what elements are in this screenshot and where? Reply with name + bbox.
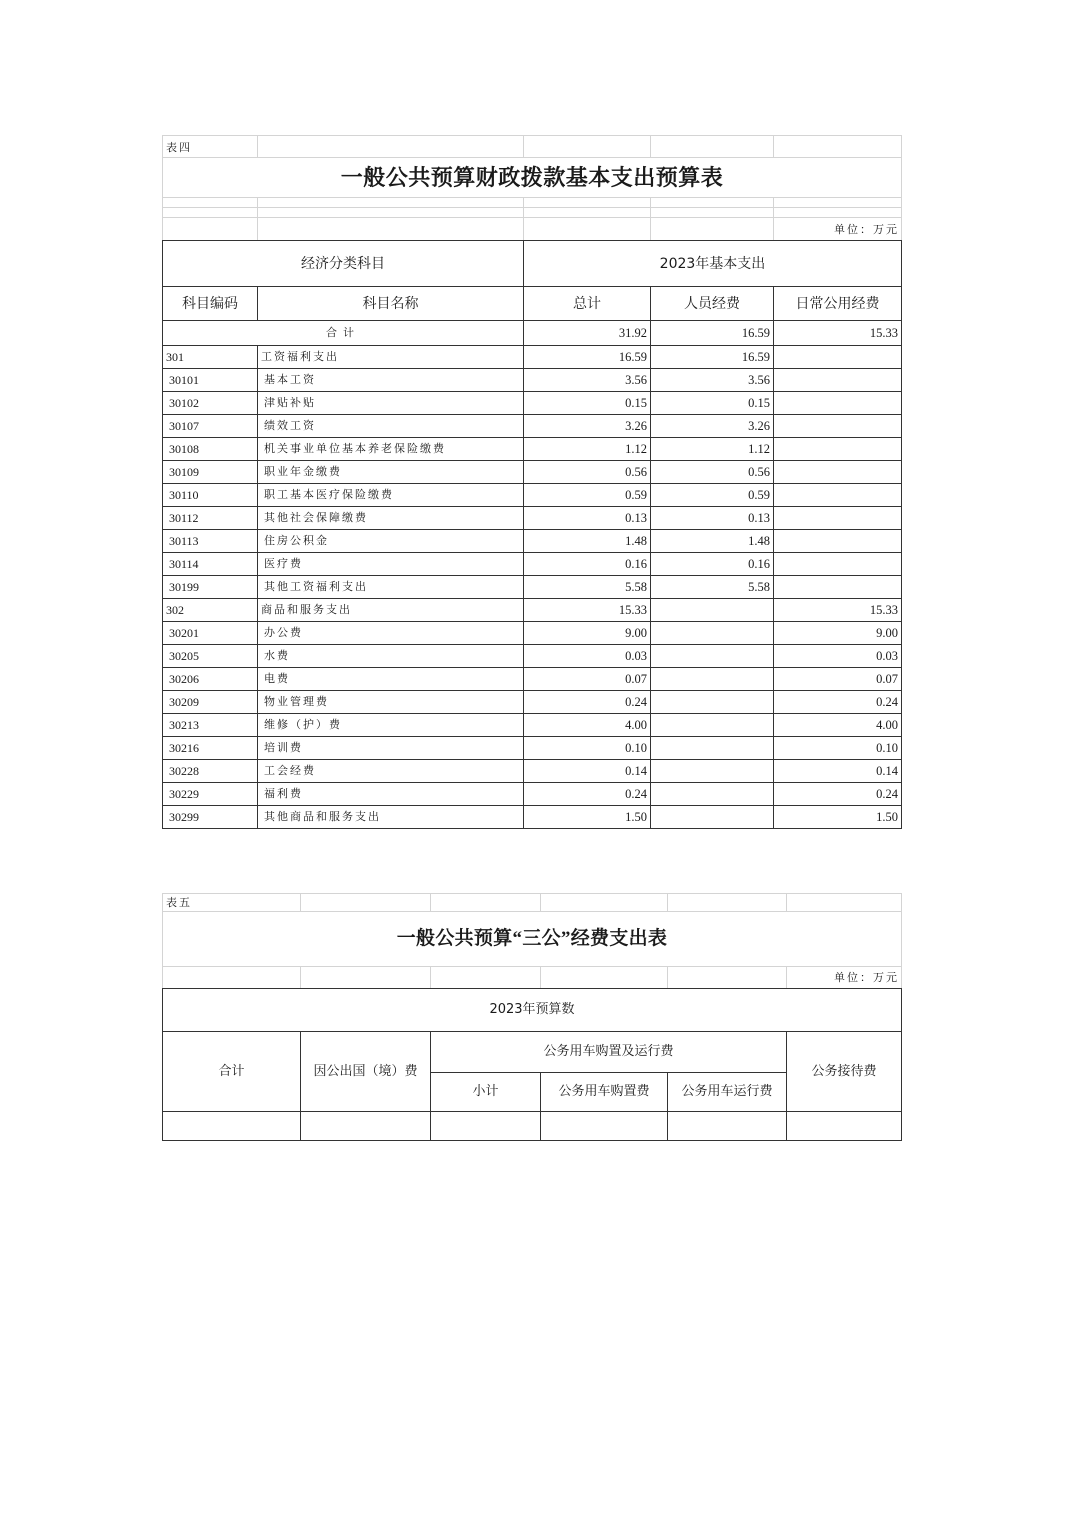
cell-personnel [651, 645, 774, 668]
cell-total: 3.56 [524, 369, 651, 392]
cell-total: 0.14 [524, 760, 651, 783]
table4-header [163, 241, 902, 346]
cell-personnel: 3.56 [651, 369, 774, 392]
header-vehicle-purchase: 公务用车购置费 [541, 1073, 668, 1112]
cell-code: 30228 [163, 760, 258, 783]
cell-total: 15.33 [524, 599, 651, 622]
header-vehicle-operation: 公务用车运行费 [668, 1073, 787, 1112]
cell-code: 30107 [163, 415, 258, 438]
table5-header [163, 989, 902, 1112]
cell-public: 0.14 [774, 760, 902, 783]
cell-name: 培训费 [258, 737, 524, 760]
table-row [163, 484, 902, 507]
cell-public: 0.03 [774, 645, 902, 668]
cell-personnel: 3.26 [651, 415, 774, 438]
cell-total: 16.59 [524, 346, 651, 369]
cell-code: 302 [163, 599, 258, 622]
table-row [163, 415, 902, 438]
table-row [163, 668, 902, 691]
sum-public: 15.33 [774, 321, 902, 346]
cell-name: 商品和服务支出 [258, 599, 524, 622]
cell-name: 电费 [258, 668, 524, 691]
header-total: 合计 [163, 1032, 301, 1112]
cell-name: 基本工资 [258, 369, 524, 392]
cell-personnel: 1.12 [651, 438, 774, 461]
cell-public: 0.10 [774, 737, 902, 760]
cell-name: 物业管理费 [258, 691, 524, 714]
cell-personnel: 0.15 [651, 392, 774, 415]
cell-code: 30216 [163, 737, 258, 760]
cell-personnel: 5.58 [651, 576, 774, 599]
cell-personnel [651, 760, 774, 783]
cell-name: 机关事业单位基本养老保险缴费 [258, 438, 524, 461]
cell-code: 30201 [163, 622, 258, 645]
cell-name: 其他社会保障缴费 [258, 507, 524, 530]
cell-public [774, 553, 902, 576]
cell-public [774, 484, 902, 507]
cell-personnel [651, 714, 774, 737]
table-row [163, 714, 902, 737]
cell-public [774, 438, 902, 461]
table5-caption [163, 894, 902, 989]
cell-public: 0.07 [774, 668, 902, 691]
header-total: 总计 [524, 287, 651, 321]
cell-public: 4.00 [774, 714, 902, 737]
table-row [163, 737, 902, 760]
table-row [163, 806, 902, 829]
cell-code: 30209 [163, 691, 258, 714]
cell-total: 0.07 [524, 668, 651, 691]
cell-name: 工资福利支出 [258, 346, 524, 369]
cell-personnel: 0.13 [651, 507, 774, 530]
table-row [163, 1112, 902, 1141]
cell-code: 30213 [163, 714, 258, 737]
cell-code: 30205 [163, 645, 258, 668]
header-vehicle-group: 公务用车购置及运行费 [431, 1032, 787, 1073]
table-row [163, 553, 902, 576]
header-public-expense: 日常公用经费 [774, 287, 902, 321]
cell-code: 301 [163, 346, 258, 369]
cell-total: 0.59 [524, 484, 651, 507]
cell-public: 9.00 [774, 622, 902, 645]
cell-personnel: 16.59 [651, 346, 774, 369]
cell-public: 1.50 [774, 806, 902, 829]
table-row [163, 645, 902, 668]
cell-personnel [651, 783, 774, 806]
cell-personnel: 0.59 [651, 484, 774, 507]
cell-code: 30102 [163, 392, 258, 415]
cell-personnel [651, 668, 774, 691]
header-personnel-expense: 人员经费 [651, 287, 774, 321]
header-overseas-travel: 因公出国（境）费 [301, 1032, 431, 1112]
cell-total: 1.12 [524, 438, 651, 461]
cell-personnel: 0.16 [651, 553, 774, 576]
cell-total: 0.24 [524, 783, 651, 806]
basic-expenditure-budget-table [162, 135, 902, 829]
cell-name: 职业年金缴费 [258, 461, 524, 484]
table-number-label: 表五 [163, 894, 301, 912]
cell-total: 0.10 [524, 737, 651, 760]
cell-name: 工会经费 [258, 760, 524, 783]
cell-subtotal [431, 1112, 541, 1141]
table-row [163, 461, 902, 484]
cell-name: 维修（护）费 [258, 714, 524, 737]
table-row [163, 369, 902, 392]
cell-code: 30108 [163, 438, 258, 461]
cell-total: 4.00 [524, 714, 651, 737]
header-economic-category: 经济分类科目 [163, 241, 524, 287]
header-basic-expenditure-2023: 2023年基本支出 [524, 241, 902, 287]
cell-code: 30110 [163, 484, 258, 507]
cell-code: 30206 [163, 668, 258, 691]
cell-code: 30112 [163, 507, 258, 530]
cell-total [163, 1112, 301, 1141]
header-official-reception: 公务接待费 [787, 1032, 902, 1112]
table-row [163, 392, 902, 415]
cell-total: 5.58 [524, 576, 651, 599]
table-title: 一般公共预算财政拨款基本支出预算表 [163, 158, 902, 198]
table4-caption [163, 136, 902, 241]
table-row [163, 783, 902, 806]
cell-personnel [651, 622, 774, 645]
cell-total: 9.00 [524, 622, 651, 645]
cell-overseas [301, 1112, 431, 1141]
cell-public [774, 576, 902, 599]
table-row [163, 691, 902, 714]
header-budget-2023: 2023年预算数 [163, 989, 902, 1032]
table-row [163, 530, 902, 553]
cell-total: 0.15 [524, 392, 651, 415]
header-subtotal: 小计 [431, 1073, 541, 1112]
cell-public: 0.24 [774, 691, 902, 714]
table-title: 一般公共预算“三公”经费支出表 [163, 912, 902, 967]
cell-total: 0.56 [524, 461, 651, 484]
cell-personnel: 1.48 [651, 530, 774, 553]
cell-personnel [651, 737, 774, 760]
table4-body [163, 346, 902, 829]
cell-code: 30229 [163, 783, 258, 806]
cell-personnel [651, 599, 774, 622]
cell-personnel: 0.56 [651, 461, 774, 484]
cell-public [774, 346, 902, 369]
sum-label: 合计 [163, 321, 524, 346]
cell-code: 30299 [163, 806, 258, 829]
cell-total: 0.13 [524, 507, 651, 530]
cell-public [774, 415, 902, 438]
cell-total: 0.24 [524, 691, 651, 714]
cell-name: 福利费 [258, 783, 524, 806]
table5-body [163, 1112, 902, 1141]
cell-total: 1.50 [524, 806, 651, 829]
cell-personnel [651, 806, 774, 829]
cell-name: 住房公积金 [258, 530, 524, 553]
sum-personnel: 16.59 [651, 321, 774, 346]
sum-total: 31.92 [524, 321, 651, 346]
cell-name: 绩效工资 [258, 415, 524, 438]
cell-total: 0.03 [524, 645, 651, 668]
table-row [163, 346, 902, 369]
cell-name: 其他商品和服务支出 [258, 806, 524, 829]
cell-public [774, 369, 902, 392]
cell-code: 30114 [163, 553, 258, 576]
unit-label: 单位：万元 [774, 218, 902, 241]
cell-name: 其他工资福利支出 [258, 576, 524, 599]
header-subject-name: 科目名称 [258, 287, 524, 321]
table-row [163, 760, 902, 783]
cell-total: 0.16 [524, 553, 651, 576]
header-subject-code: 科目编码 [163, 287, 258, 321]
cell-name: 津贴补贴 [258, 392, 524, 415]
cell-public [774, 507, 902, 530]
cell-code: 30113 [163, 530, 258, 553]
cell-name: 医疗费 [258, 553, 524, 576]
cell-code: 30101 [163, 369, 258, 392]
table-number-label: 表四 [163, 136, 258, 158]
cell-total: 3.26 [524, 415, 651, 438]
three-public-expenses-table [162, 893, 902, 1141]
table-row [163, 622, 902, 645]
cell-name: 办公费 [258, 622, 524, 645]
cell-personnel [651, 691, 774, 714]
table-row [163, 438, 902, 461]
cell-name: 水费 [258, 645, 524, 668]
table-row [163, 507, 902, 530]
cell-name: 职工基本医疗保险缴费 [258, 484, 524, 507]
cell-reception [787, 1112, 902, 1141]
cell-public [774, 530, 902, 553]
unit-label: 单位：万元 [787, 967, 902, 989]
cell-public: 15.33 [774, 599, 902, 622]
cell-public: 0.24 [774, 783, 902, 806]
cell-public [774, 461, 902, 484]
table-row [163, 576, 902, 599]
cell-public [774, 392, 902, 415]
cell-total: 1.48 [524, 530, 651, 553]
cell-code: 30109 [163, 461, 258, 484]
table-row [163, 599, 902, 622]
cell-code: 30199 [163, 576, 258, 599]
cell-vehicle-purchase [541, 1112, 668, 1141]
sum-row [163, 321, 902, 346]
cell-vehicle-operation [668, 1112, 787, 1141]
